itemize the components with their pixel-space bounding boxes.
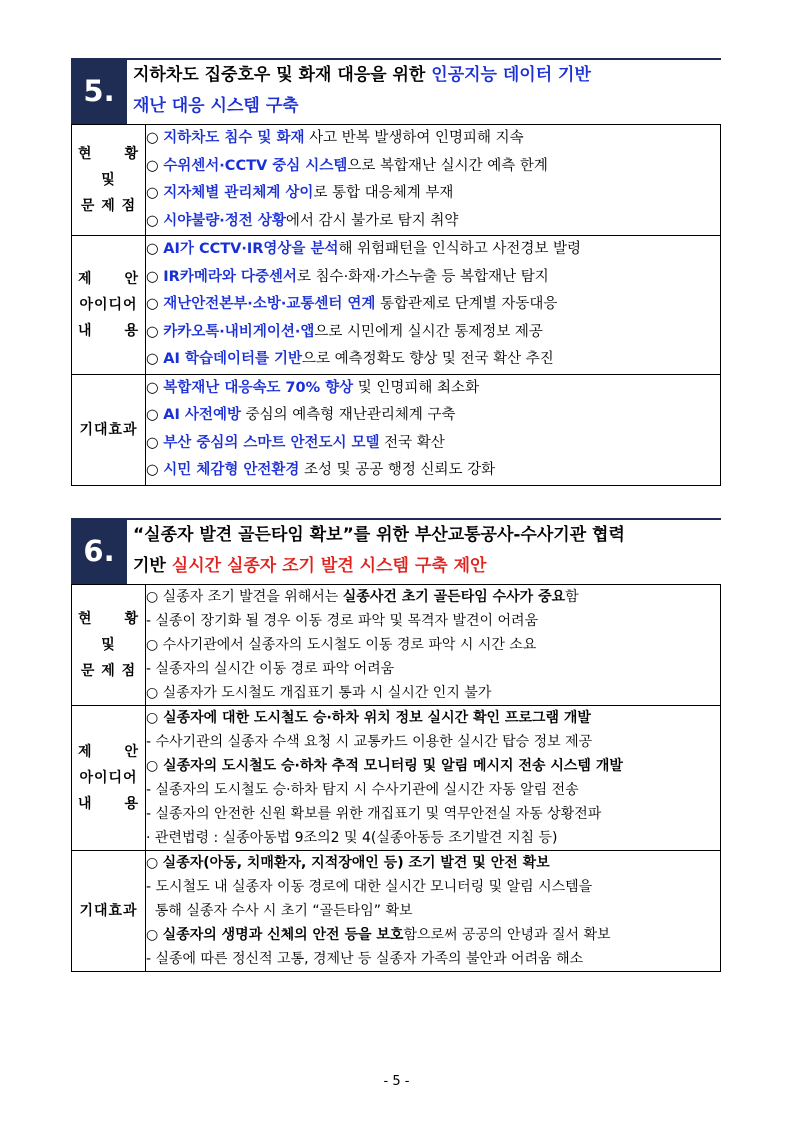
list-item: - 실종자의 안전한 신원 확보를 위한 개집표기 및 역무안전실 자동 상황전파 — [146, 806, 602, 822]
list-item: 통해 실종자 수사 시 초기 “골든타임” 확보 — [146, 903, 413, 919]
list-item: ○ 시민 체감형 안전환경 조성 및 공공 행정 신뢰도 강화 — [146, 462, 496, 478]
list-item: - 실종에 따른 정신적 고통, 경제난 등 실종자 가족의 불안과 어려움 해소 — [146, 951, 584, 967]
list-item: - 실종자의 도시철도 승·하차 탐지 시 수사기관에 실시간 자동 알림 전송 — [146, 782, 579, 798]
list-item: ○ AI가 CCTV·IR영상을 분석해 위험패턴을 인식하고 사전경보 발령 — [146, 241, 582, 257]
section-6 — [71, 518, 721, 972]
section-5-idea-label: 제 안 아이디어 내 용 — [72, 236, 146, 375]
section-6-idea-row — [72, 706, 721, 851]
section-5-header — [71, 58, 721, 124]
list-item: ○ 실종자의 도시철도 승·하차 추적 모니터링 및 알림 메시지 전송 시스템 개발 — [146, 758, 623, 774]
section-5-status-label: 현 황 및 문 제 점 — [72, 125, 146, 236]
section-5-idea-content — [146, 236, 721, 375]
section-5-status-row — [72, 125, 721, 236]
list-item: ○ AI 사전예방 중심의 예측형 재난관리체계 구축 — [146, 407, 456, 423]
section-6-number: 6. — [71, 518, 127, 584]
list-item: ○ 수위센서·CCTV 중심 시스템으로 복합재난 실시간 예측 한계 — [146, 157, 548, 174]
list-item: ○ 수사기관에서 실종자의 도시철도 이동 경로 파악 시 시간 소요 — [146, 637, 537, 653]
list-item: ○ 카카오톡·내비게이션·앱으로 시민에게 실시간 통제정보 제공 — [146, 323, 543, 340]
section-6-table — [71, 584, 721, 972]
section-5-effect-row — [72, 374, 721, 485]
page-number: - 5 - — [383, 1074, 410, 1089]
section-6-idea-label: 제 안 아이디어 내 용 — [72, 706, 146, 851]
section-5-effect-label: 기대효과 — [72, 374, 146, 485]
list-item: ○ IR카메라와 다중센서로 침수·화재·가스누출 등 복합재난 탐지 — [146, 268, 549, 285]
list-item: ○ 재난안전본부·소방·교통센터 연계 통합관제로 단계별 자동대응 — [146, 296, 558, 312]
list-item: - 실종이 장기화 될 경우 이동 경로 파악 및 목격자 발견이 어려움 — [146, 613, 539, 629]
list-item: · 관련법령 : 실종아동법 9조의2 및 4(실종아동등 조기발견 지침 등) — [146, 830, 558, 846]
section-5-status-content — [146, 125, 721, 236]
section-6-status-label: 현 황 및 문 제 점 — [72, 585, 146, 706]
list-item: - 수사기관의 실종자 수색 요청 시 교통카드 이용한 실시간 탑승 정보 제공 — [146, 734, 593, 750]
list-item: ○ 실종자에 대한 도시철도 승·하차 위치 정보 실시간 확인 프로그램 개발 — [146, 710, 591, 726]
list-item: ○ 시야불량·정전 상황에서 감시 불가로 탐지 취약 — [146, 212, 459, 229]
section-6-header — [71, 518, 721, 584]
list-item: ○ 실종자의 생명과 신체의 안전 등을 보호함으로써 공공의 안녕과 질서 확보 — [146, 927, 611, 943]
list-item: - 실종자의 실시간 이동 경로 파악 어려움 — [146, 661, 395, 677]
list-item: ○ 복합재난 대응속도 70% 향상 및 인명피해 최소화 — [146, 379, 480, 396]
section-6-status-row — [72, 585, 721, 706]
list-item: ○ 실종자 조기 발견을 위해서는 실종사건 초기 골든타임 수사가 중요함 — [146, 589, 579, 605]
list-item: ○ 실종자(아동, 치매환자, 지적장애인 등) 조기 발견 및 안전 확보 — [146, 855, 550, 871]
section-6-effect-label: 기대효과 — [72, 851, 146, 972]
section-6-status-content — [146, 585, 721, 706]
section-6-idea-content — [146, 706, 721, 851]
list-item: ○ 실종자가 도시철도 개집표기 통과 시 실시간 인지 불가 — [146, 685, 492, 701]
list-item: ○ 부산 중심의 스마트 안전도시 모델 전국 확산 — [146, 434, 445, 451]
section-6-effect-content — [146, 851, 721, 972]
section-5-effect-content — [146, 374, 721, 485]
section-5-number: 5. — [71, 58, 127, 124]
section-5 — [71, 58, 721, 486]
section-6-effect-row — [72, 851, 721, 972]
section-5-table — [71, 124, 721, 486]
list-item: ○ 지하차도 침수 및 화재 사고 반복 발생하여 인명피해 지속 — [146, 130, 524, 146]
list-item: - 도시철도 내 실종자 이동 경로에 대한 실시간 모니터링 및 알림 시스템을 — [146, 879, 593, 895]
list-item: ○ AI 학습데이터를 기반으로 예측정확도 향상 및 전국 확산 추진 — [146, 351, 554, 367]
section-6-title: “실종자 발견 골든타임 확보”를 위한 부산교통공사-수사기관 협력 기반 실시간 실종자 조기 발견 시스템 구축 제안 — [133, 525, 625, 576]
section-5-idea-row — [72, 236, 721, 375]
section-5-title: 지하차도 집중호우 및 화재 대응을 위한 인공지능 데이터 기반 재난 대응 시스템 구축 — [133, 65, 591, 116]
list-item: ○ 지자체별 관리체계 상이로 통합 대응체계 부재 — [146, 185, 454, 201]
